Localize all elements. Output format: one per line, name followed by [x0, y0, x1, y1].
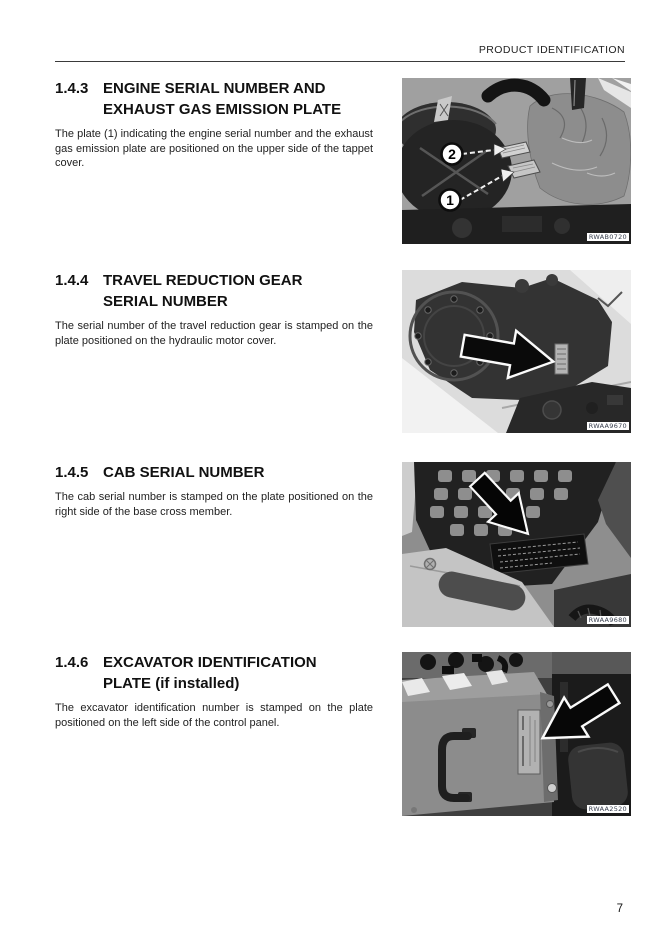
- section-title-line: SERIAL NUMBER: [103, 293, 228, 310]
- section-title: [103, 270, 373, 312]
- svg-text:1: 1: [446, 192, 454, 208]
- section-title: [103, 462, 373, 483]
- section-number: 1.4.6: [55, 654, 89, 671]
- section-title-line: ENGINE SERIAL NUMBER AND: [103, 80, 326, 97]
- section-1-4-5: [55, 462, 373, 519]
- header-rule: [55, 61, 625, 62]
- cab-photo: [402, 462, 631, 627]
- control-panel-photo: [402, 652, 631, 816]
- engine-photo: [402, 78, 631, 244]
- section-body: The serial number of the travel reduction gear is stamped on the plate positioned on the hydraulic motor cover.: [55, 320, 373, 347]
- section-title-line: CAB SERIAL NUMBER: [103, 464, 265, 481]
- svg-text:2: 2: [448, 146, 456, 162]
- section-heading: [55, 652, 373, 694]
- section-1-4-3: [55, 78, 373, 171]
- section-title: [103, 652, 373, 694]
- figure-code: RWAA9680: [588, 616, 627, 624]
- section-number: 1.4.5: [55, 464, 89, 481]
- section-title-line: EXCAVATOR IDENTIFICATION: [103, 654, 317, 671]
- section-title-line: PLATE (if installed): [103, 675, 240, 692]
- figure-code: RWAA2520: [588, 805, 627, 813]
- section-heading: [55, 270, 373, 312]
- hydraulic-motor-photo: [402, 270, 631, 433]
- figure-cab-serial-number: [402, 462, 631, 627]
- figure-code: RWAB0720: [588, 233, 627, 241]
- figure-excavator-identification-plate: [402, 652, 631, 816]
- section-body: The excavator identification number is stamped on the plate positioned on the left side of the control panel.: [55, 702, 373, 729]
- figure-engine-serial-number: [402, 78, 631, 244]
- section-title: [103, 78, 373, 120]
- callout-2-badge: [442, 144, 463, 165]
- callout-1-badge: [440, 190, 461, 211]
- section-heading: [55, 462, 373, 483]
- section-number: 1.4.4: [55, 272, 89, 289]
- section-1-4-6: [55, 652, 373, 730]
- page-header-title: PRODUCT IDENTIFICATION: [478, 44, 625, 56]
- section-heading: [55, 78, 373, 120]
- section-body: The cab serial number is stamped on the plate positioned on the right side of the base cross member.: [55, 491, 373, 518]
- section-1-4-4: [55, 270, 373, 348]
- figure-code: RWAA9670: [588, 422, 627, 430]
- section-number: 1.4.3: [55, 80, 89, 97]
- section-title-line: TRAVEL REDUCTION GEAR: [103, 272, 303, 289]
- page-number: 7: [616, 903, 623, 915]
- section-title-line: EXHAUST GAS EMISSION PLATE: [103, 101, 342, 118]
- section-body: The plate (1) indicating the engine serial number and the exhaust gas emission plate are positioned on the upper side of the tappet cover.: [55, 128, 373, 169]
- figure-travel-reduction-gear: [402, 270, 631, 433]
